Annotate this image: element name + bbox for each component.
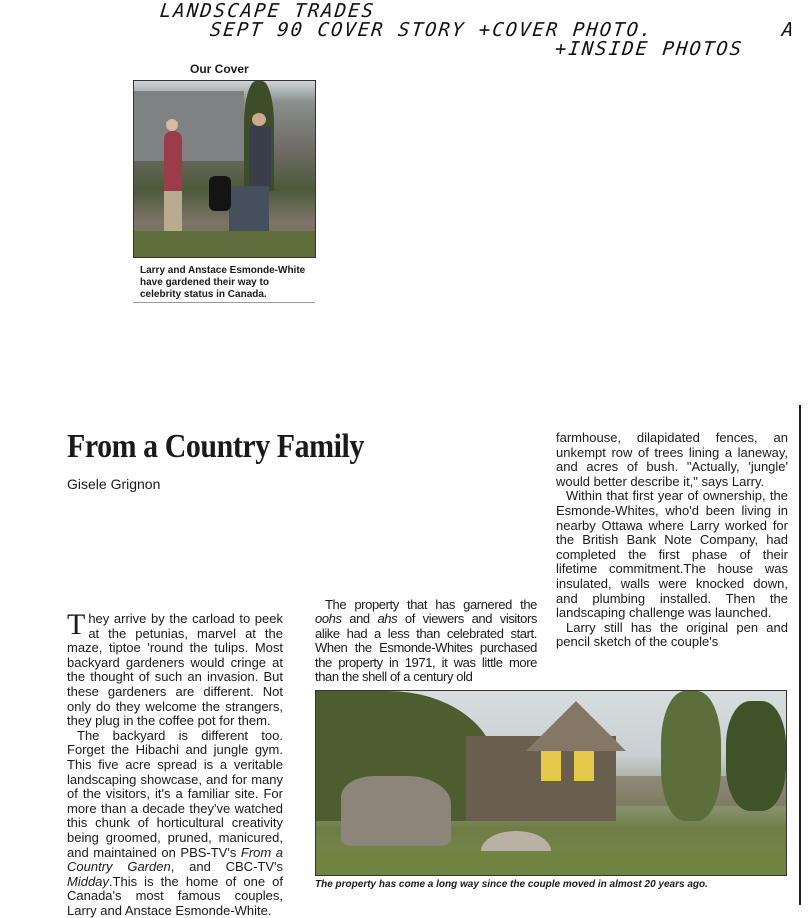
paragraph: Larry still has the original pen and pencil sketch of the couple's [556, 619, 788, 650]
handwritten-note-publication: LANDSCAPE TRADES [158, 0, 377, 22]
article-column-1 [67, 608, 283, 918]
text: and [341, 611, 378, 627]
handwritten-note-photos: +INSIDE PHOTOS [553, 38, 745, 60]
column-rule [799, 405, 801, 905]
property-photo [315, 690, 787, 876]
paragraph: farmhouse, dilapidated fences, an unkempt row of trees lining a laneway, and acres of bush. "Actually, 'jungle' would better describe it," says Larry. [556, 430, 788, 489]
show-title: From a Country Garden [67, 844, 283, 875]
cover-divider [133, 302, 315, 303]
text: .This is the home of one of Canada's most famous couples, Larry and Anstace Esmonde-White. [67, 873, 283, 918]
cover-photo [133, 80, 316, 258]
cover-heading: Our Cover [190, 62, 249, 76]
text: The property that has garnered the [325, 597, 537, 612]
text: The backyard is different too. Forget the Hibachi and jungle gym. This five acre spread is a veritable landscaping showcase, and for many of the visitors, it's a familiar site. For more than a decade they've watched this chunk of horticultural creativity being groomed, pruned, manicured, and maintained on PBS-TV's [67, 727, 283, 860]
article-column-2 [315, 598, 537, 684]
drop-cap: T [67, 608, 86, 641]
paragraph: hey arrive by the carload to peek at the petunias, marvel at the maze, tiptoe 'round the tulips. Most backyard gardeners would cringe at the thought of such an invasion. But these gardeners are different. Not only do they welcome the strangers, they plug in the coffee pot for them. [67, 611, 283, 729]
handwritten-note-mark: A [780, 19, 797, 41]
property-photo-caption: The property has come a long way since the couple moved in almost 20 years ago. [315, 879, 708, 890]
article-column-3 [556, 431, 788, 650]
text: ahs [377, 611, 398, 627]
article-byline: Gisele Grignon [67, 476, 161, 492]
paragraph [315, 598, 537, 684]
paragraph [67, 729, 283, 918]
show-title: Midday [67, 873, 109, 889]
text: oohs [315, 611, 342, 627]
text: , and CBC-TV's [170, 859, 283, 875]
article-title: From a Country Family [67, 428, 364, 465]
cover-caption: Larry and Anstace Esmonde-White have gardened their way to celebrity status in Canada. [140, 265, 306, 300]
handwritten-note-details: SEPT 90 COVER STORY +COVER PHOTO. [208, 19, 655, 41]
paragraph: Within that first year of ownership, the Esmonde-Whites, who'd been living in nearby Ottawa where Larry worked for the British Bank Note Company, had completed the first phase of their lifetime commitment.The house was insulated, walls were knocked down, and plumbing installed. Then the landscaping challenge was launched. [556, 488, 788, 621]
text: of viewers and visitors alike had a less than celebrated start. When the Esmonde-Whites purchased the property in 1971, it was little more than the shell of a century old [315, 611, 537, 685]
